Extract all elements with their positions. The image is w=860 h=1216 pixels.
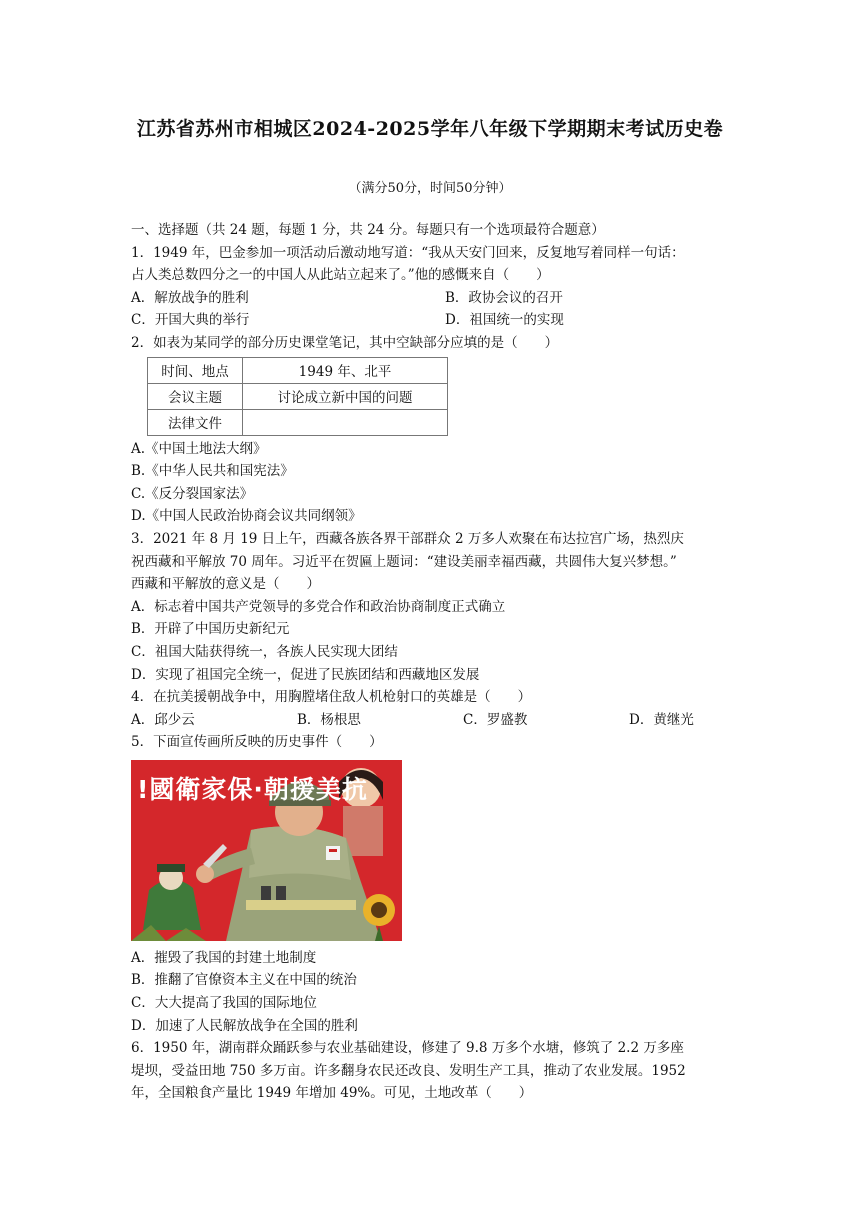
question-4 (131, 686, 731, 731)
question-5 (131, 731, 731, 1037)
question-2 (131, 332, 731, 528)
question-6-stem-line: 年，全国粮食产量比 1949 年增加 49%。可见，土地改革（ ） (131, 1085, 533, 1102)
question-3-option-c[interactable]: C．祖国大陆获得统一，各族人民实现大团结 (131, 643, 398, 660)
question-4-option-c[interactable]: C．罗盛教 (463, 711, 528, 728)
table-cell: 法律文件 (148, 409, 243, 435)
question-5-option-b[interactable]: B．推翻了官僚资本主义在中国的统治 (131, 972, 357, 989)
exam-content (131, 219, 731, 1105)
section-heading: 一、选择题（共 24 题，每题 1 分，共 24 分。每题只有一个选项最符合题意） (131, 222, 605, 238)
table-cell: 会议主题 (148, 383, 243, 409)
table-row (148, 409, 448, 435)
exam-title: 江苏省苏州市相城区2024-2025学年八年级下学期期末考试历史卷 (136, 118, 724, 140)
question-2-option-c[interactable]: C.《反分裂国家法》 (131, 485, 254, 502)
question-6-stem-line: 6．1950 年，湖南群众踊跃参与农业基础建设，修建了 9.8 万多个水塘，修筑了 2.2 万多座 (131, 1040, 684, 1057)
question-1-option-d[interactable]: D．祖国统一的实现 (445, 312, 564, 329)
question-4-option-b[interactable]: B．杨根思 (297, 711, 361, 728)
question-4-stem: 4．在抗美援朝战争中，用胸膛堵住敌人机枪射口的英雄是（ ） (131, 689, 532, 706)
question-4-option-d[interactable]: D．黄继光 (629, 711, 694, 728)
question-1-stem-line: 占人类总数四分之一的中国人从此站立起来了。”他的感慨来自（ ） (131, 267, 550, 284)
question-3-option-d[interactable]: D．实现了祖国完全统一，促进了民族团结和西藏地区发展 (131, 666, 480, 683)
question-3-stem-line: 祝西藏和平解放 70 周年。习近平在贺匾上题词：“建设美丽幸福西藏，共圆伟大复兴梦想。” (131, 553, 677, 570)
question-3-stem-line: 3．2021 年 8 月 19 日上午，西藏各族各界干部群众 2 万多人欢聚在布达拉宫广场，热烈庆 (131, 530, 684, 547)
question-1-option-c[interactable]: C．开国大典的举行 (131, 312, 250, 329)
question-5-option-d[interactable]: D．加速了人民解放战争在全国的胜利 (131, 1017, 358, 1034)
table-blank-cell (243, 409, 448, 435)
question-4-option-a[interactable]: A．邱少云 (131, 711, 195, 728)
question-5-option-a[interactable]: A．摧毁了我国的封建土地制度 (131, 949, 317, 966)
notes-table (147, 357, 448, 436)
question-6 (131, 1037, 731, 1105)
question-1 (131, 242, 731, 332)
question-2-option-a[interactable]: A.《中国土地法大纲》 (131, 440, 267, 457)
propaganda-poster-image (131, 760, 402, 941)
question-1-option-a[interactable]: A．解放战争的胜利 (131, 289, 249, 306)
question-1-option-b[interactable]: B．政协会议的召开 (445, 289, 563, 306)
question-5-stem: 5．下面宣传画所反映的历史事件（ ） (131, 734, 383, 751)
question-3-option-a[interactable]: A．标志着中国共产党领导的多党合作和政治协商制度正式确立 (131, 598, 506, 615)
question-3-stem-line: 西藏和平解放的意义是（ ） (131, 576, 320, 593)
question-5-option-c[interactable]: C．大大提高了我国的国际地位 (131, 995, 317, 1012)
table-cell: 讨论成立新中国的问题 (243, 383, 448, 409)
question-2-stem: 2．如表为某同学的部分历史课堂笔记，其中空缺部分应填的是（ ） (131, 334, 559, 351)
table-cell: 1949 年、北平 (243, 357, 448, 383)
question-2-option-b[interactable]: B.《中华人民共和国宪法》 (131, 463, 294, 480)
exam-subtitle: （满分50分，时间50分钟） (348, 181, 512, 196)
question-3-option-b[interactable]: B．开辟了中国历史新纪元 (131, 621, 290, 638)
question-1-stem-line: 1．1949 年，巴金参加一项活动后激动地写道：“我从天安门回来，反复地写着同样一句话： (131, 244, 685, 261)
question-6-stem-line: 堤坝，受益田地 750 多万亩。许多翻身农民还改良、发明生产工具，推动了农业发展。1952 (131, 1062, 686, 1079)
question-3 (131, 528, 731, 686)
poster-slogan: !國衛家保·朝援美抗 (137, 774, 368, 804)
table-cell: 时间、地点 (148, 357, 243, 383)
table-row (148, 357, 448, 383)
question-2-option-d[interactable]: D.《中国人民政治协商会议共同纲领》 (131, 508, 362, 525)
table-row (148, 383, 448, 409)
